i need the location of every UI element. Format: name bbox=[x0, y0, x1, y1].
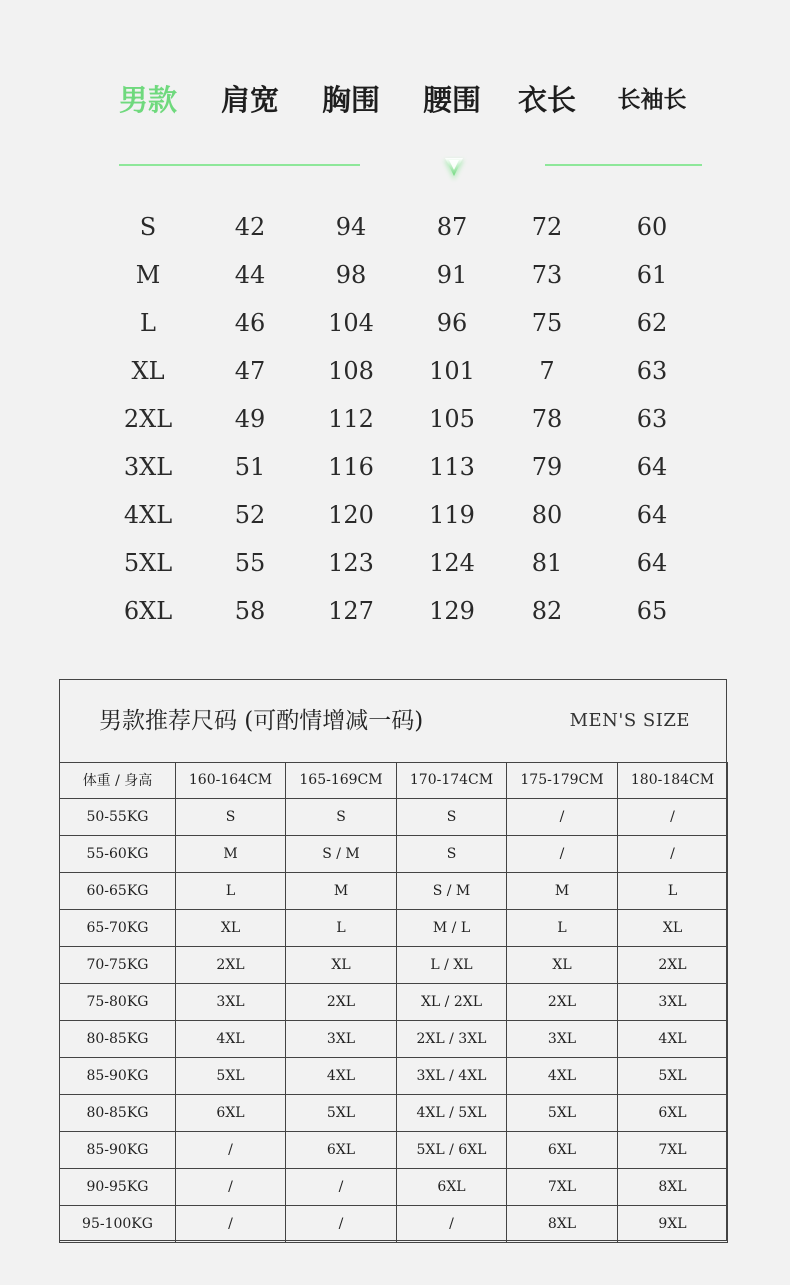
recommended-size-cell: / bbox=[618, 799, 728, 836]
table-row bbox=[60, 1058, 728, 1095]
size-cell-shoulder: 49 bbox=[234, 405, 266, 433]
recommended-size-cell: S bbox=[397, 836, 507, 873]
divider-line-right bbox=[545, 164, 702, 166]
size-cell-shoulder: 52 bbox=[234, 501, 266, 529]
size-row bbox=[0, 444, 790, 492]
size-cell-chest: 104 bbox=[328, 309, 374, 337]
recommended-size-cell: 5XL bbox=[286, 1095, 397, 1132]
recommended-size-cell: 3XL bbox=[286, 1021, 397, 1058]
size-cell-waist: 87 bbox=[436, 213, 468, 241]
size-row bbox=[0, 540, 790, 588]
recommended-size-cell: XL / 2XL bbox=[397, 984, 507, 1021]
size-cell-chest: 116 bbox=[328, 453, 374, 481]
weight-range-cell: 65-70KG bbox=[60, 910, 176, 947]
height-range-header: 160-164CM bbox=[176, 762, 286, 799]
recommended-size-cell: L / XL bbox=[397, 947, 507, 984]
weight-range-cell: 80-85KG bbox=[60, 1095, 176, 1132]
weight-range-cell: 55-60KG bbox=[60, 836, 176, 873]
recommended-size-cell: 5XL bbox=[507, 1095, 618, 1132]
table-row bbox=[60, 1095, 728, 1132]
recommended-size-cell: 8XL bbox=[507, 1206, 618, 1243]
size-cell-waist: 101 bbox=[429, 357, 475, 385]
recommended-size-cell: 4XL bbox=[618, 1021, 728, 1058]
recommended-size-cell: XL bbox=[618, 910, 728, 947]
size-cell-waist: 96 bbox=[436, 309, 468, 337]
weight-range-cell: 90-95KG bbox=[60, 1169, 176, 1206]
height-range-header: 175-179CM bbox=[507, 762, 618, 799]
recommended-size-cell: 2XL bbox=[176, 947, 286, 984]
weight-range-cell: 60-65KG bbox=[60, 873, 176, 910]
size-cell-sleeve: 63 bbox=[636, 357, 668, 385]
recommendation-grid bbox=[59, 762, 728, 1243]
recommended-size-cell: 4XL bbox=[507, 1058, 618, 1095]
size-cell-length: 81 bbox=[531, 549, 563, 577]
recommended-size-cell: 2XL bbox=[618, 947, 728, 984]
size-cell-shoulder: 58 bbox=[234, 597, 266, 625]
recommended-size-cell: L bbox=[618, 873, 728, 910]
recommended-size-cell: 7XL bbox=[618, 1132, 728, 1169]
size-cell-size: 5XL bbox=[123, 549, 173, 577]
size-cell-shoulder: 42 bbox=[234, 213, 266, 241]
header-chest: 胸围 bbox=[321, 83, 380, 117]
table-row bbox=[60, 947, 728, 984]
height-range-header: 180-184CM bbox=[618, 762, 728, 799]
recommended-size-cell: 4XL / 5XL bbox=[397, 1095, 507, 1132]
table-row bbox=[60, 799, 728, 836]
size-cell-shoulder: 47 bbox=[234, 357, 266, 385]
size-cell-chest: 94 bbox=[335, 213, 367, 241]
recommended-size-cell: 6XL bbox=[507, 1132, 618, 1169]
recommended-size-cell: 4XL bbox=[176, 1021, 286, 1058]
recommended-size-cell: / bbox=[507, 836, 618, 873]
size-cell-size: 4XL bbox=[123, 501, 173, 529]
weight-range-cell: 85-90KG bbox=[60, 1132, 176, 1169]
recommended-size-cell: 8XL bbox=[618, 1169, 728, 1206]
size-cell-sleeve: 60 bbox=[636, 213, 668, 241]
recommendation-title-row bbox=[60, 680, 726, 763]
size-cell-sleeve: 63 bbox=[636, 405, 668, 433]
size-chart-body bbox=[0, 204, 790, 636]
size-cell-chest: 108 bbox=[328, 357, 374, 385]
recommended-size-cell: L bbox=[176, 873, 286, 910]
weight-range-cell: 75-80KG bbox=[60, 984, 176, 1021]
recommended-size-cell: L bbox=[286, 910, 397, 947]
recommended-size-cell: / bbox=[618, 836, 728, 873]
size-cell-sleeve: 65 bbox=[636, 597, 668, 625]
height-range-header: 165-169CM bbox=[286, 762, 397, 799]
recommended-size-cell: M / L bbox=[397, 910, 507, 947]
size-row bbox=[0, 300, 790, 348]
size-cell-waist: 105 bbox=[429, 405, 475, 433]
size-cell-length: 7 bbox=[539, 357, 555, 385]
size-cell-sleeve: 64 bbox=[636, 549, 668, 577]
size-cell-waist: 124 bbox=[429, 549, 475, 577]
size-cell-length: 80 bbox=[531, 501, 563, 529]
recommended-size-cell: / bbox=[286, 1206, 397, 1243]
header-waist: 腰围 bbox=[422, 83, 481, 117]
size-cell-length: 78 bbox=[531, 405, 563, 433]
size-cell-length: 73 bbox=[531, 261, 563, 289]
recommended-size-cell: 3XL bbox=[507, 1021, 618, 1058]
recommended-size-cell: 7XL bbox=[507, 1169, 618, 1206]
size-cell-length: 82 bbox=[531, 597, 563, 625]
size-row bbox=[0, 492, 790, 540]
weight-range-cell: 70-75KG bbox=[60, 947, 176, 984]
size-cell-chest: 127 bbox=[328, 597, 374, 625]
size-cell-waist: 119 bbox=[429, 501, 475, 529]
recommended-size-cell: S bbox=[397, 799, 507, 836]
table-row bbox=[60, 910, 728, 947]
size-cell-chest: 112 bbox=[328, 405, 374, 433]
recommended-size-cell: S bbox=[286, 799, 397, 836]
recommended-size-cell: S / M bbox=[397, 873, 507, 910]
size-cell-size: M bbox=[135, 261, 161, 289]
size-cell-waist: 113 bbox=[429, 453, 475, 481]
size-cell-chest: 98 bbox=[335, 261, 367, 289]
recommended-size-cell: M bbox=[286, 873, 397, 910]
recommended-size-cell: 5XL / 6XL bbox=[397, 1132, 507, 1169]
recommended-size-cell: XL bbox=[507, 947, 618, 984]
weight-range-cell: 50-55KG bbox=[60, 799, 176, 836]
table-row bbox=[60, 1132, 728, 1169]
size-cell-shoulder: 55 bbox=[234, 549, 266, 577]
recommended-size-cell: M bbox=[507, 873, 618, 910]
recommended-size-cell: 4XL bbox=[286, 1058, 397, 1095]
recommended-size-cell: 5XL bbox=[176, 1058, 286, 1095]
divider-line-left bbox=[119, 164, 360, 166]
chevron-down-icon bbox=[440, 150, 468, 184]
size-cell-shoulder: 44 bbox=[234, 261, 266, 289]
recommendation-title: 男款推荐尺码 (可酌情增减一码) bbox=[99, 708, 424, 734]
recommended-size-cell: 6XL bbox=[176, 1095, 286, 1132]
table-row bbox=[60, 984, 728, 1021]
table-row bbox=[60, 836, 728, 873]
weight-range-cell: 85-90KG bbox=[60, 1058, 176, 1095]
recommended-size-cell: / bbox=[397, 1206, 507, 1243]
size-cell-sleeve: 64 bbox=[636, 501, 668, 529]
size-cell-sleeve: 61 bbox=[636, 261, 668, 289]
size-cell-length: 72 bbox=[531, 213, 563, 241]
size-cell-shoulder: 51 bbox=[234, 453, 266, 481]
size-cell-size: 6XL bbox=[123, 597, 173, 625]
header-length: 衣长 bbox=[517, 83, 576, 117]
size-cell-shoulder: 46 bbox=[234, 309, 266, 337]
recommended-size-cell: 6XL bbox=[618, 1095, 728, 1132]
header-gender: 男款 bbox=[118, 83, 177, 117]
size-cell-size: 3XL bbox=[123, 453, 173, 481]
recommended-size-cell: M bbox=[176, 836, 286, 873]
recommended-size-cell: 6XL bbox=[397, 1169, 507, 1206]
recommended-size-cell: 3XL bbox=[618, 984, 728, 1021]
size-cell-size: 2XL bbox=[123, 405, 173, 433]
size-cell-sleeve: 62 bbox=[636, 309, 668, 337]
header-shoulder: 肩宽 bbox=[220, 83, 279, 117]
recommended-size-cell: 2XL bbox=[286, 984, 397, 1021]
size-cell-waist: 91 bbox=[436, 261, 468, 289]
header-sleeve: 长袖长 bbox=[617, 86, 687, 113]
size-recommendation-table bbox=[59, 679, 727, 1241]
recommended-size-cell: S bbox=[176, 799, 286, 836]
table-row bbox=[60, 1021, 728, 1058]
recommended-size-cell: / bbox=[176, 1132, 286, 1169]
size-chart-header bbox=[0, 78, 790, 122]
size-cell-waist: 129 bbox=[429, 597, 475, 625]
size-cell-size: L bbox=[140, 309, 156, 337]
recommended-size-cell: L bbox=[507, 910, 618, 947]
size-row bbox=[0, 396, 790, 444]
recommended-size-cell: 5XL bbox=[618, 1058, 728, 1095]
size-row bbox=[0, 588, 790, 636]
weight-range-cell: 95-100KG bbox=[60, 1206, 176, 1243]
size-cell-length: 75 bbox=[531, 309, 563, 337]
size-cell-chest: 120 bbox=[328, 501, 374, 529]
size-cell-sleeve: 64 bbox=[636, 453, 668, 481]
recommendation-title-en: MEN'S SIZE bbox=[569, 710, 690, 731]
recommended-size-cell: S / M bbox=[286, 836, 397, 873]
recommended-size-cell: 3XL / 4XL bbox=[397, 1058, 507, 1095]
size-cell-size: XL bbox=[131, 357, 165, 385]
recommended-size-cell: / bbox=[507, 799, 618, 836]
size-cell-size: S bbox=[139, 213, 157, 241]
size-cell-chest: 123 bbox=[328, 549, 374, 577]
size-row bbox=[0, 348, 790, 396]
size-cell-length: 79 bbox=[531, 453, 563, 481]
table-row bbox=[60, 873, 728, 910]
recommendation-header-row bbox=[60, 762, 728, 799]
recommended-size-cell: / bbox=[286, 1169, 397, 1206]
weight-height-label: 体重 / 身高 bbox=[60, 762, 176, 799]
size-row bbox=[0, 204, 790, 252]
weight-range-cell: 80-85KG bbox=[60, 1021, 176, 1058]
recommended-size-cell: 3XL bbox=[176, 984, 286, 1021]
recommended-size-cell: 2XL / 3XL bbox=[397, 1021, 507, 1058]
height-range-header: 170-174CM bbox=[397, 762, 507, 799]
table-row bbox=[60, 1206, 728, 1243]
recommended-size-cell: / bbox=[176, 1206, 286, 1243]
recommended-size-cell: 9XL bbox=[618, 1206, 728, 1243]
recommended-size-cell: XL bbox=[286, 947, 397, 984]
size-row bbox=[0, 252, 790, 300]
recommended-size-cell: XL bbox=[176, 910, 286, 947]
table-row bbox=[60, 1169, 728, 1206]
recommended-size-cell: 2XL bbox=[507, 984, 618, 1021]
recommended-size-cell: 6XL bbox=[286, 1132, 397, 1169]
recommended-size-cell: / bbox=[176, 1169, 286, 1206]
